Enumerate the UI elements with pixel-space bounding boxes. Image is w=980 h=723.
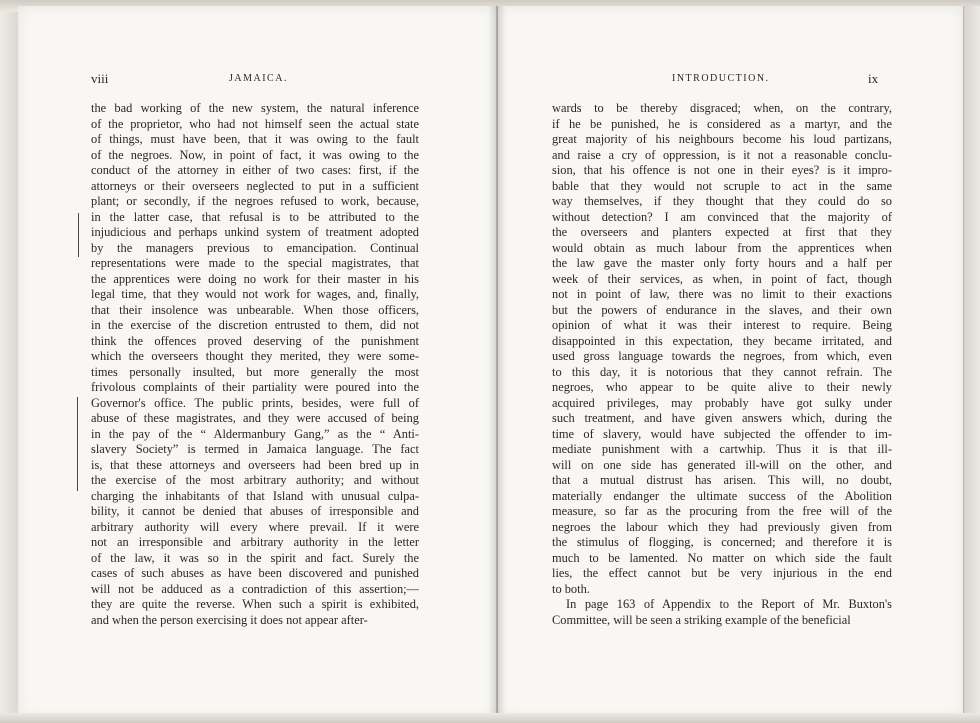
text-line: plant; or secondly, if the negroes refused to work, because, [91,194,419,208]
text-line: bility, it cannot be denied that abuses of irresponsible and [91,504,419,518]
text-line: Governor's office. The public prints, besides, were full of [91,395,419,410]
text-line: of the law, it was so in the spirit and fact. Surely the [91,550,419,565]
text-line: which the overseers thought they merited, they were some- [91,349,419,363]
text-line: measure, so far as the procuring from the free will of the [552,504,892,518]
right-page-number: ix [868,71,879,86]
text-line: bable that they would not scruple to act in the same [552,178,892,193]
text-line: week of their services, as when, in point of fact, though [552,271,892,286]
text-line: that a mutual distrust has arisen. This will, no doubt, [552,473,892,487]
text-line: and raise a cry of oppression, is it not a reasonable conclu- [552,147,892,162]
text-line: opinion of what it was their interest to require. Being [552,318,892,332]
text-line: wards to be thereby disgraced; when, on the contrary, [552,101,892,115]
text-line: times personally insulted, but more generally the most [91,364,419,379]
book-gutter [488,6,506,718]
text-line: the stimulus of flogging, is concerned; and therefore it is [552,535,892,549]
text-line: sion, that his offence is not one in their eyes? is it impro- [552,163,892,177]
text-line: frivolous complaints of their partiality were poured into the [91,380,419,394]
text-line: legal time, that they would not work for wages, and, finally, [91,287,419,301]
text-line: not an irresponsible and arbitrary authority in the letter [91,535,419,549]
text-line: think the offences proved deserving of the punishment [91,333,419,348]
text-line: the apprentices were doing no work for their master in his [91,271,419,286]
margin-mark-top [78,213,79,257]
text-line: attorneys or their overseers neglected to put in a sufficient [91,178,419,193]
text-line: mediate punishment with a cartwhip. Thus it is that ill- [552,442,892,456]
text-line: without detection? I am convinced that the majority of [552,209,892,224]
text-line: would obtain as much labour from the apprentices when [552,240,892,255]
text-line: lies, the effect cannot but be very injurious in the end [552,566,892,580]
text-line: in the latter case, that refusal is to be attributed to the [91,209,419,224]
text-line: to both. [552,581,590,596]
text-line: In page 163 of Appendix to the Report of Mr. Buxton's [566,597,892,611]
text-line: not in point of law, there was no limit to their exactions [552,287,892,301]
text-line: acquired privileges, may probably have got sulky under [552,395,892,410]
text-line: by the managers previous to emancipation. Continual [91,240,419,255]
text-line: in the pay of the “ Aldermanbury Gang,” as the “ Anti- [91,426,419,441]
text-line: of the negroes. Now, in point of fact, it was owing to the [91,147,419,162]
text-line: time of slavery, would have subjected the offender to im- [552,426,892,441]
text-line: negroes the labour which they had previously given from [552,519,892,534]
text-line: to this day, it is notorious that they cannot refrain. The [552,364,892,379]
text-line: if he be punished, he is considered as a martyr, and the [552,116,892,131]
text-line: arbitrary authority will every where prevail. If it were [91,519,419,534]
text-line: that their insolence was unbearable. When those officers, [91,302,419,317]
text-line: abuse of these magistrates, and they were accused of being [91,411,419,425]
text-line: will on one side has generated ill-will on the other, and [552,457,892,472]
text-line: disappointed in this expectation, they became irritated, and [552,333,892,348]
text-line: the law gave the master only forty hours and a half per [552,256,892,270]
text-line: but the powers of endurance in the slaves, and their own [552,302,892,317]
text-line: the exercise of the most arbitrary authority; and without [91,473,419,487]
right-running-head: INTRODUCTION. [672,73,770,84]
text-line: used gross language towards the negroes, from which, even [552,349,892,363]
text-line: of things, must have been, that it was owing to the fault [91,132,419,146]
margin-mark-bottom [77,397,78,491]
left-running-head: JAMAICA. [229,73,288,84]
text-line: injudicious and perhaps unkind system of treatment adopted [91,225,419,239]
text-line: they are quite the reverse. When such a spirit is exhibited, [91,597,419,611]
text-line: great majority of his neighbours become his loud partizans, [552,132,892,146]
right-page-body [552,101,892,628]
text-line: the overseers and planters expected at first that they [552,225,892,239]
text-line: Committee, will be seen a striking example of the beneficial [552,612,851,627]
text-line: will not be adduced as a contradiction of this assertion;— [91,581,419,596]
text-line: representations were made to the special magistrates, that [91,256,419,270]
text-line: and when the person exercising it does not appear after- [91,612,368,627]
text-line: way themselves, if they thought that they could do so [552,194,892,208]
text-line: negroes, who appear to be quite alive to their newly [552,380,892,394]
text-line: cases of such abuses as have been discovered and punished [91,566,419,580]
left-page-body [91,101,419,628]
text-line: the bad working of the new system, the natural inference [91,101,419,115]
right-book-edge [963,6,980,718]
text-line: much to be lamented. No matter on which side the fault [552,550,892,565]
text-line: charging the inhabitants of that Island with unusual culpa- [91,488,419,503]
text-line: materially endanger the ultimate success of the Abolition [552,488,892,503]
left-page-number: viii [91,71,109,86]
bottom-book-edge [0,713,980,723]
text-line: is, that these attorneys and overseers had been bred up in [91,457,419,472]
text-line: slavery Society” is termed in Jamaica language. The fact [91,442,419,456]
text-line: in the exercise of the discretion entrusted to them, did not [91,318,419,332]
text-line: of the proprietor, who had not himself seen the actual state [91,116,419,131]
text-line: such treatment, and have given answers which, during the [552,411,892,425]
text-line: conduct of the attorney in either of two cases: first, if the [91,163,419,177]
left-book-edge [0,6,18,718]
